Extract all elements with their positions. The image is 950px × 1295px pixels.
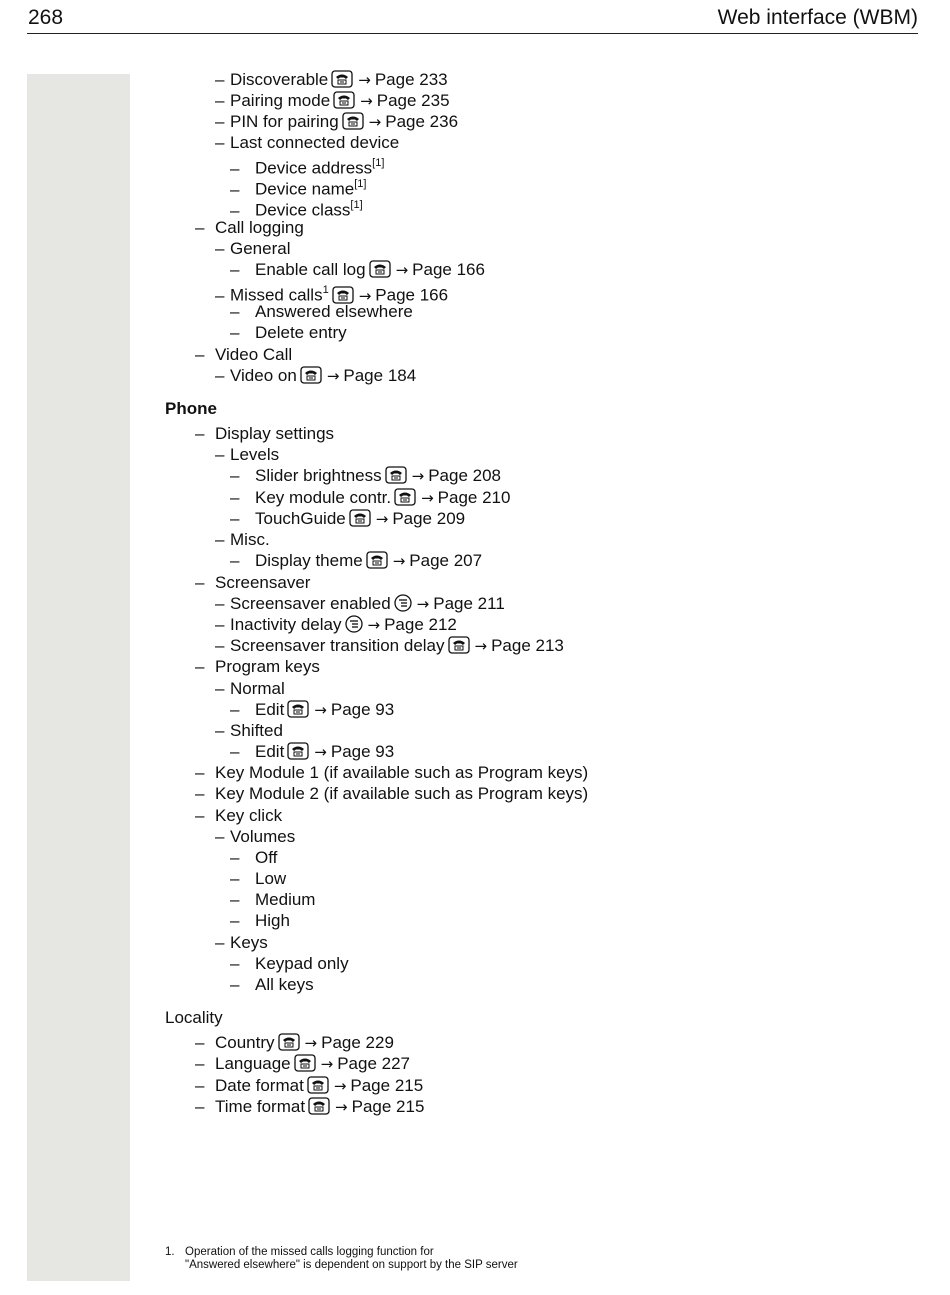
arrow-right-icon: →	[326, 367, 340, 385]
menu-item-label: Screensaver transition delay	[230, 636, 445, 655]
page-reference: Page 184	[343, 366, 417, 385]
menu-item	[215, 679, 285, 699]
bullet-dash: –	[195, 573, 205, 592]
menu-item	[195, 345, 292, 365]
phone-icon	[328, 70, 356, 89]
page-reference: Page 227	[337, 1054, 411, 1073]
page-reference: Page 212	[384, 615, 457, 634]
menu-item	[215, 112, 458, 132]
arrow-right-icon: →	[360, 92, 373, 110]
menu-item	[215, 366, 416, 386]
bullet-dash: –	[215, 70, 225, 89]
bullet-dash: –	[195, 806, 205, 825]
menu-item-label: Shifted	[230, 721, 283, 740]
menu-item-label: Country	[215, 1033, 275, 1052]
menu-item	[195, 1033, 394, 1053]
page-reference: Page 207	[409, 551, 483, 570]
footnote-ref: [1]	[350, 199, 363, 211]
menu-item-label: TouchGuide	[255, 509, 346, 528]
menu-item-label: Call logging	[215, 218, 304, 237]
menu-item	[195, 424, 334, 444]
menu-item-label: Time format	[215, 1097, 306, 1116]
menu-item-label: Delete entry	[255, 323, 347, 342]
menu-item	[230, 302, 413, 322]
bullet-dash: –	[215, 679, 225, 698]
page-reference: Page 215	[351, 1097, 425, 1116]
phone-icon	[363, 551, 391, 570]
menu-item	[215, 721, 283, 741]
phone-icon	[284, 742, 312, 761]
phone-icon	[366, 260, 394, 279]
footnote-number: 1.	[165, 1246, 175, 1258]
phone-icon	[284, 700, 312, 719]
bullet-dash: –	[215, 285, 225, 305]
page-title: Web interface (WBM)	[717, 6, 918, 29]
menu-item	[195, 1097, 424, 1117]
phone-icon	[339, 112, 367, 131]
menu-item-label: Keys	[230, 933, 268, 952]
menu-item	[230, 260, 485, 280]
bullet-dash: –	[230, 848, 240, 867]
arrow-right-icon: →	[304, 1034, 318, 1052]
menu-item	[195, 573, 310, 593]
phone-icon	[445, 636, 473, 655]
arrow-right-icon: →	[320, 1055, 334, 1073]
page-reference: Page 209	[392, 509, 466, 528]
bullet-dash: –	[230, 975, 240, 994]
bullet-dash: –	[230, 179, 240, 199]
menu-item	[215, 933, 268, 953]
bullet-dash: –	[215, 933, 225, 952]
menu-item	[230, 848, 277, 868]
menu-item-label: Keypad only	[255, 954, 349, 973]
bullet-dash: –	[195, 784, 205, 803]
menu-item-label: Device name	[255, 179, 355, 199]
page-reference: Page 236	[385, 112, 459, 131]
menu-item	[195, 657, 320, 677]
menu-item	[230, 551, 482, 571]
phone-icon	[275, 1033, 303, 1052]
menu-item	[230, 466, 501, 486]
arrow-right-icon: →	[392, 552, 406, 570]
page-reference: Page 93	[330, 742, 395, 761]
bullet-dash: –	[230, 890, 240, 909]
menu-item	[195, 218, 304, 238]
bullet-dash: –	[215, 445, 225, 464]
menu-item-label: Edit	[255, 700, 285, 719]
arrow-right-icon: →	[367, 616, 381, 634]
bullet-dash: –	[195, 1054, 205, 1073]
bullet-dash: –	[215, 721, 225, 740]
page-reference: Page 210	[437, 488, 511, 507]
bullet-dash: –	[230, 869, 240, 888]
menu-item-label: Key Module 2 (if available such as Program keys)	[215, 784, 589, 803]
footnote-line-2: "Answered elsewhere" is dependent on support by the SIP server	[185, 1258, 518, 1271]
phone-icon	[304, 1076, 332, 1095]
menu-item-label: Date format	[215, 1076, 304, 1095]
bullet-dash: –	[215, 112, 225, 131]
menu-item-label: Language	[215, 1054, 291, 1073]
page-reference: Page 215	[350, 1076, 424, 1095]
arrow-right-icon: →	[411, 467, 425, 485]
menu-item	[230, 509, 465, 529]
page-reference: Page 166	[375, 285, 449, 305]
menu-item	[230, 911, 290, 931]
menu-item-label: Key click	[215, 806, 283, 825]
menu-item-label: Misc.	[230, 530, 270, 549]
menu-item	[215, 445, 279, 465]
menu-item-label: High	[255, 911, 290, 930]
bullet-dash: –	[195, 1097, 205, 1116]
menu-item	[230, 869, 286, 889]
bullet-dash: –	[230, 700, 240, 719]
arrow-right-icon: →	[368, 113, 382, 131]
menu-item	[195, 784, 588, 804]
menu-item	[230, 975, 314, 995]
phone-icon	[291, 1054, 319, 1073]
bullet-dash: –	[215, 594, 225, 613]
phone-icon	[382, 466, 410, 485]
menu-item	[215, 133, 399, 153]
menu-item-label: Normal	[230, 679, 285, 698]
footnote-ref: [1]	[354, 178, 367, 190]
menu-item-label: Device class	[255, 200, 351, 220]
bullet-dash: –	[230, 260, 240, 279]
bullet-dash: –	[215, 366, 225, 385]
arrow-right-icon: →	[314, 743, 327, 761]
menu-item-label: Inactivity delay	[230, 615, 342, 634]
menu-item	[215, 615, 457, 635]
arrow-right-icon: →	[416, 595, 430, 613]
arrow-right-icon: →	[474, 637, 488, 655]
page-reference: Page 166	[412, 260, 485, 279]
phone-icon	[297, 366, 325, 385]
menu-item-label: Program keys	[215, 657, 320, 676]
bullet-dash: –	[195, 763, 205, 782]
menu-item	[230, 488, 510, 508]
section-heading-phone: Phone	[165, 399, 217, 418]
page-reference: Page 93	[330, 700, 395, 719]
bullet-dash: –	[195, 657, 205, 676]
menu-item-label: Edit	[255, 742, 285, 761]
page-reference: Page 233	[374, 70, 448, 89]
bullet-dash: –	[215, 636, 225, 655]
phone-icon	[346, 509, 374, 528]
menu-item	[230, 700, 394, 720]
bullet-dash: –	[230, 509, 240, 528]
arrow-right-icon: →	[358, 286, 372, 305]
arrow-right-icon: →	[335, 1098, 348, 1116]
bullet-dash: –	[230, 323, 240, 342]
menu-item	[215, 827, 295, 847]
section-heading-locality: Locality	[165, 1008, 223, 1027]
menu-item-label: Low	[255, 869, 287, 888]
page-reference: Page 208	[428, 466, 501, 485]
menu-item-label: Display theme	[255, 551, 363, 570]
menu-item	[215, 530, 270, 550]
menu-item-label: All keys	[255, 975, 314, 994]
bullet-dash: –	[230, 742, 240, 761]
page-reference: Page 213	[491, 636, 564, 655]
bullet-dash: –	[215, 615, 225, 634]
menu-item-label: Video Call	[215, 345, 293, 364]
phone-icon	[391, 488, 419, 507]
page-reference: Page 211	[433, 594, 505, 613]
menu-item	[195, 806, 282, 826]
sidebar-margin	[27, 74, 130, 1281]
arrow-right-icon: →	[333, 1077, 347, 1095]
bullet-dash: –	[230, 200, 240, 220]
menu-item	[195, 1054, 410, 1074]
menu-item-label: Volumes	[230, 827, 296, 846]
menu-item-label: Video on	[230, 366, 297, 385]
menu-item-label: Key Module 1 (if available such as Program keys)	[215, 763, 589, 782]
menu-item-label: Off	[255, 848, 278, 867]
menu-item-label: PIN for pairing	[230, 112, 339, 131]
page-number: 268	[28, 6, 64, 29]
menu-item-label: Last connected device	[230, 133, 400, 152]
menu-item-label: Discoverable	[230, 70, 329, 89]
menu-item	[230, 890, 315, 910]
menu-item	[195, 763, 588, 783]
footnote-ref: [1]	[372, 157, 385, 169]
menu-item-label: Key module contr.	[255, 488, 392, 507]
bullet-dash: –	[230, 911, 240, 930]
menu-icon	[391, 594, 415, 613]
menu-item-label: Missed calls	[230, 285, 323, 305]
bullet-dash: –	[195, 345, 205, 364]
footnote	[165, 1246, 518, 1271]
bullet-dash: –	[215, 530, 225, 549]
bullet-dash: –	[215, 239, 225, 258]
arrow-right-icon: →	[375, 510, 389, 528]
phone-icon	[330, 91, 358, 110]
bullet-dash: –	[230, 954, 240, 973]
menu-item-label: Screensaver enabled	[230, 594, 391, 613]
phone-icon	[305, 1097, 333, 1116]
menu-item-label: Slider brightness	[255, 466, 382, 485]
menu-item	[230, 742, 394, 762]
footnote-ref: 1	[322, 284, 329, 296]
bullet-dash: –	[195, 1076, 205, 1095]
bullet-dash: –	[215, 91, 225, 110]
menu-item	[230, 954, 349, 974]
menu-item-label: Levels	[230, 445, 280, 464]
menu-item-label: Screensaver	[215, 573, 311, 592]
menu-item	[230, 323, 347, 343]
bullet-dash: –	[230, 466, 240, 485]
page-reference: Page 235	[376, 91, 450, 110]
bullet-dash: –	[230, 551, 240, 570]
menu-item-label: General	[230, 239, 291, 258]
menu-item-label: Pairing mode	[230, 91, 331, 110]
arrow-right-icon: →	[421, 489, 434, 507]
menu-item-label: Display settings	[215, 424, 335, 443]
menu-item	[215, 91, 450, 111]
menu-item	[215, 594, 505, 614]
bullet-dash: –	[195, 1033, 205, 1052]
menu-item	[230, 196, 363, 221]
bullet-dash: –	[195, 424, 205, 443]
bullet-dash: –	[215, 827, 225, 846]
arrow-right-icon: →	[395, 261, 409, 279]
bullet-dash: –	[195, 218, 205, 237]
menu-icon	[342, 615, 366, 634]
menu-item	[215, 239, 290, 259]
header-rule	[27, 33, 918, 34]
bullet-dash: –	[230, 302, 240, 321]
menu-item	[215, 70, 448, 90]
bullet-dash: –	[230, 488, 240, 507]
bullet-dash: –	[230, 158, 240, 178]
arrow-right-icon: →	[358, 71, 371, 89]
menu-item	[195, 1076, 423, 1096]
menu-item	[215, 636, 564, 656]
menu-item-label: Answered elsewhere	[255, 302, 413, 321]
footnote-line-1: Operation of the missed calls logging function for	[185, 1246, 434, 1258]
page-reference: Page 229	[321, 1033, 394, 1052]
bullet-dash: –	[215, 133, 225, 152]
arrow-right-icon: →	[314, 701, 327, 719]
menu-item-label: Device address	[255, 158, 373, 178]
menu-item-label: Enable call log	[255, 260, 366, 279]
menu-item-label: Medium	[255, 890, 316, 909]
